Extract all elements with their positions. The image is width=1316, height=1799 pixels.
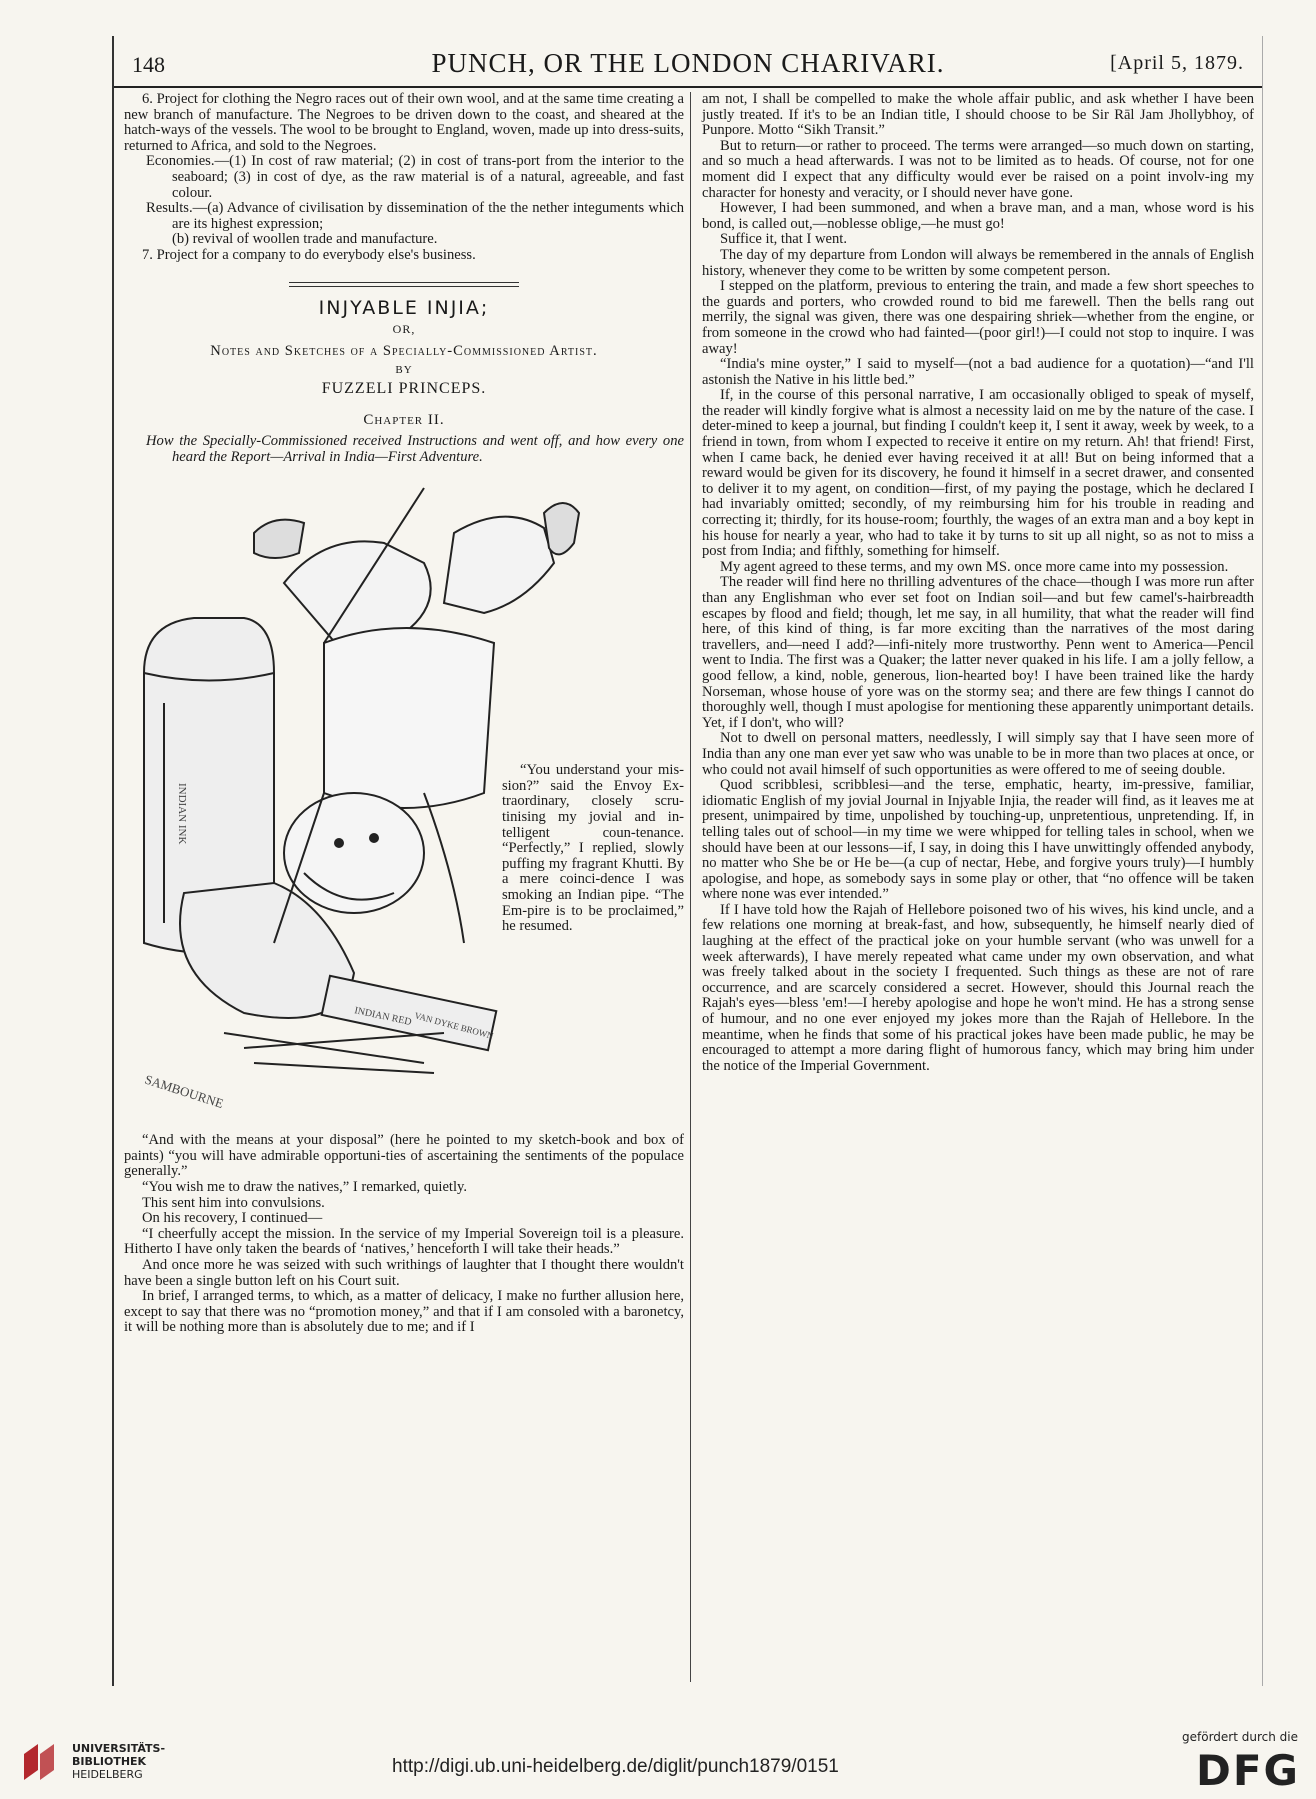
paragraph: In brief, I arranged terms, to which, as a matter of delicacy, I make no further allusion here, except to say that there was no “promotion money,” and that if I am consoled with a baronetcy, it will be nothing more than is absolutely due to me; and if I	[124, 1288, 684, 1336]
dfg-logo: DFG	[1195, 1746, 1300, 1795]
paragraph: 7. Project for a company to do everybody else's business.	[142, 246, 476, 263]
funding-label: gefördert durch die	[1182, 1730, 1298, 1744]
paragraph: Results.—(a) Advance of civilisation by dissemination of the the nether integuments which are its highest expression;	[146, 200, 684, 232]
paragraph: 6. Project for clothing the Negro races out of their own wool, and at the same time creating a new branch of manufacture. The Negroes to be driven down to the coast, and sheared at the hatch-ways of the vessels. The wool to be brought to England, woven, made up into dress-suits, returned to Africa, and sold to the Negroes.	[124, 91, 684, 154]
paragraph: I stepped on the platform, previous to entering the train, and made a few short speeches to the guards and porters, who crowded round to bid me farewell. Then the bells rang out merrily, the signal was given, there was one despairing shriek—whether from the engine, or from someone in the crowd who had fainted—(poor girl!)—I could not stop to inquire. I was away!	[702, 278, 1254, 357]
library-name	[72, 1742, 165, 1781]
paragraph: “You understand your mis-sion?” said the Envoy Ex-traordinary, closely scru-tinising my jovial and in-telligent coun-tenance. “Perfectly,” I replied, slowly puffing my fragrant Khutti. By a mere coinci-dence I was smoking an Indian pipe. “The Em-pire is to be proclaimed,” he resumed.	[502, 762, 684, 935]
paragraph: Not to dwell on personal matters, needlessly, I will simply say that I have seen more of India than any one man ever yet saw who was unable to be in more than two places at once, or who could not avail himself of such opportunities as were offered to me of seeing double.	[702, 730, 1254, 778]
paragraph: Quod scribblesi, scribblesi—and the terse, emphatic, hearty, im-pressive, familiar, idiomatic English of my jovial Journal in Injyable Injia, the reader will find, as it leaves me at present, unimpaired by time, unpolished by touching-up, unpretentious, unpretending. If, in telling tales out of school—in my time we were whipped for telling tales in school, when we should have been at our lessons—if, I say, in doing this I have unwittingly offended anybody, no matter who She be or He be—(a cup of nectar, Hebe, and forgive yours truly)—I humbly apologise, and hope, as somebody says in some play or other, that “no offence will be taken where none was ever intended.”	[702, 777, 1254, 903]
book-label-2: VAN DYKE BROWN	[413, 1010, 495, 1042]
chapter-description: How the Specially-Commissioned received Instructions and went off, and how every one heard the Report—Arrival in India—First Adventure.	[146, 433, 684, 465]
artist-signature: SAMBOURNE	[143, 1071, 226, 1112]
paragraph: But to return—or rather to proceed. The terms were arranged—so much down on starting, and so much a head afterwards. I was not to be limited as to heads. Of course, not for one moment did I expect that any difficulty would ever be raised on a point involv-ing my character for honesty and veracity, or I should never have gone.	[702, 137, 1254, 201]
issue-date: [April 5, 1879.	[1110, 52, 1244, 74]
page-number: 148	[132, 52, 165, 77]
paragraph: My agent agreed to these terms, and my own MS. once more came into my possession.	[720, 558, 1229, 575]
paragraph: Suffice it, that I went.	[720, 231, 847, 248]
paragraph: “And with the means at your disposal” (here he pointed to my sketch-book and box of paints) “you will have admirable opportuni-ties of ascertaining the sentiments of the populace generally.”	[124, 1132, 684, 1180]
paragraph: The reader will find here no thrilling adventures of the chace—though I was more run after than any Englishman who ever set foot on Indian soil—and but few camel's-hairbreadth escapes by flood and field; though, let me say, in all humility, that what the reader will find here, of this kind of thing, is far more exciting than the narratives of the most daring travellers, and—need I add?—infi-nitely more trustworthy. Penn went to America—Pencil went to India. The first was a Quaker; the latter never quaked in his life. I am a jolly fellow, a good fellow, a kind, noble, generous, lion-hearted boy! I have been trained like the hardy Norseman, whose house of yore was on the stormy sea; and there are few things I cannot do thoroughly well, though I must apologise for mentioning these apparently unimportant details. Yet, if I don't, who will?	[702, 574, 1254, 731]
page-header	[114, 42, 1262, 88]
paragraph: “India's mine oyster,” I said to myself—(not a bad audience for a quotation)—“and I'll astonish the Native in his little bed.”	[702, 356, 1254, 388]
library-line-2: BIBLIOTHEK	[72, 1755, 147, 1768]
paragraph: If I have told how the Rajah of Hellebore poisoned two of his wives, his kind uncle, and a few relations one morning at break-fast, and how, subsequently, he himself nearly died of laughing at the effect of the practical joke on your humble servant (who was unwell for a week afterwards), I have merely repeated what came under my own observation, and what was freely talked about in the society I frequented. Such things as these are not of rare occurrence, and are scarcely considered a secret. However, should this Journal reach the Rajah's eyes—bless 'em!—I hereby apologise and hope he won't mind. He has a strong sense of humour, and no one ever enjoyed my jokes more than the Rajah of Hellebore. In the meantime, when he finds that some of his practical jokes have been made public, he may be encouraged to attempt a more daring flight of humorous fancy, which may bring him under the notice of the Imperial Government.	[702, 901, 1254, 1074]
newspaper-page	[112, 36, 1263, 1686]
paragraph: (b) revival of woollen trade and manufacture.	[172, 231, 438, 248]
jar-label: INDIAN INK	[176, 783, 188, 845]
library-line-3: HEIDELBERG	[72, 1768, 143, 1781]
column-divider	[690, 92, 691, 1682]
source-url-link[interactable]: http://digi.ub.uni-heidelberg.de/diglit/punch1879/0151	[392, 1756, 839, 1777]
digitization-footer	[0, 1712, 1316, 1799]
title-or: OR,	[392, 322, 416, 337]
author-name: FUZZELI PRINCEPS.	[321, 379, 487, 397]
masthead-title: PUNCH, OR THE LONDON CHARIVARI.	[431, 48, 945, 78]
byline-by: BY	[395, 364, 413, 377]
paragraph: Economies.—(1) In cost of raw material; (2) in cost of trans-port from the interior to the seaboard; (3) in cost of dye, as the raw material is of a natural, agreeable, and fast colour.	[146, 153, 684, 201]
paragraph: This sent him into convulsions.	[142, 1194, 325, 1211]
paragraph: The day of my departure from London will always be remembered in the annals of English history, whenever they come to be written by some competent person.	[702, 246, 1254, 279]
chapter-heading: Chapter II.	[363, 411, 445, 428]
paragraph: “I cheerfully accept the mission. In the service of my Imperial Sovereign toil is a pleasure. Hitherto I have only taken the beards of ‘natives,’ henceforth I will take their heads.”	[124, 1225, 684, 1258]
article-subtitle: Notes and Sketches of a Specially-Commissioned Artist.	[210, 342, 598, 359]
paragraph: However, I had been summoned, and when a brave man, and a man, whose word is his bond, is called out,—noblesse oblige,—he must go!	[702, 200, 1254, 232]
right-column	[702, 92, 1254, 1074]
book-label: INDIAN RED	[353, 1005, 413, 1029]
paragraph: am not, I shall be compelled to make the whole affair public, and ask whether I have been justly treated. If it's to be an Indian title, I should choose to be Sir Rāl Jam Jhollybhoy, of Punpore. Motto “Sikh Transit.”	[702, 91, 1254, 139]
illustration-area	[124, 473, 684, 1133]
paragraph: On his recovery, I continued—	[142, 1210, 323, 1227]
paragraph: And once more he was seized with such writhings of laughter that I thought there wouldn't have been a single button left on his Court suit.	[124, 1257, 684, 1289]
paragraph: If, in the course of this personal narrative, I am occasionally obliged to speak of myself, the reader will kindly forgive what is almost a necessity laid on me by the nature of the case. I deter-mined to keep a journal, but finding I couldn't keep it, I sent it away, week by week, to a friend in town, from whom I expected to receive it entire on my return. Ah! that friend! First, when I came back, he denied ever having received it at all! But on being informed that a reward would be given for its discovery, he found it himself in a secret drawer, and consented to deliver it to my agent, on condition—first, of my paying the postage, which he declared I had invariably omitted; secondly, of my reimbursing him for his trouble in reading and correcting it; thirdly, for its house-room; fourthly, the wages of an extra man and a boy kept in his house for nearly a year, who had to take it by turns to sit up all night, so as not to miss a post from India; and fifthly, something for himself.	[702, 387, 1254, 560]
left-column	[124, 92, 684, 1336]
paragraph: “You wish me to draw the natives,” I remarked, quietly.	[142, 1179, 468, 1196]
university-library-logo-icon	[18, 1740, 62, 1784]
section-rule	[289, 282, 519, 287]
wrapped-text	[502, 763, 684, 935]
library-line-1: UNIVERSITÄTS-	[72, 1742, 166, 1755]
article-title: INJYABLE INJIA;	[318, 296, 490, 319]
